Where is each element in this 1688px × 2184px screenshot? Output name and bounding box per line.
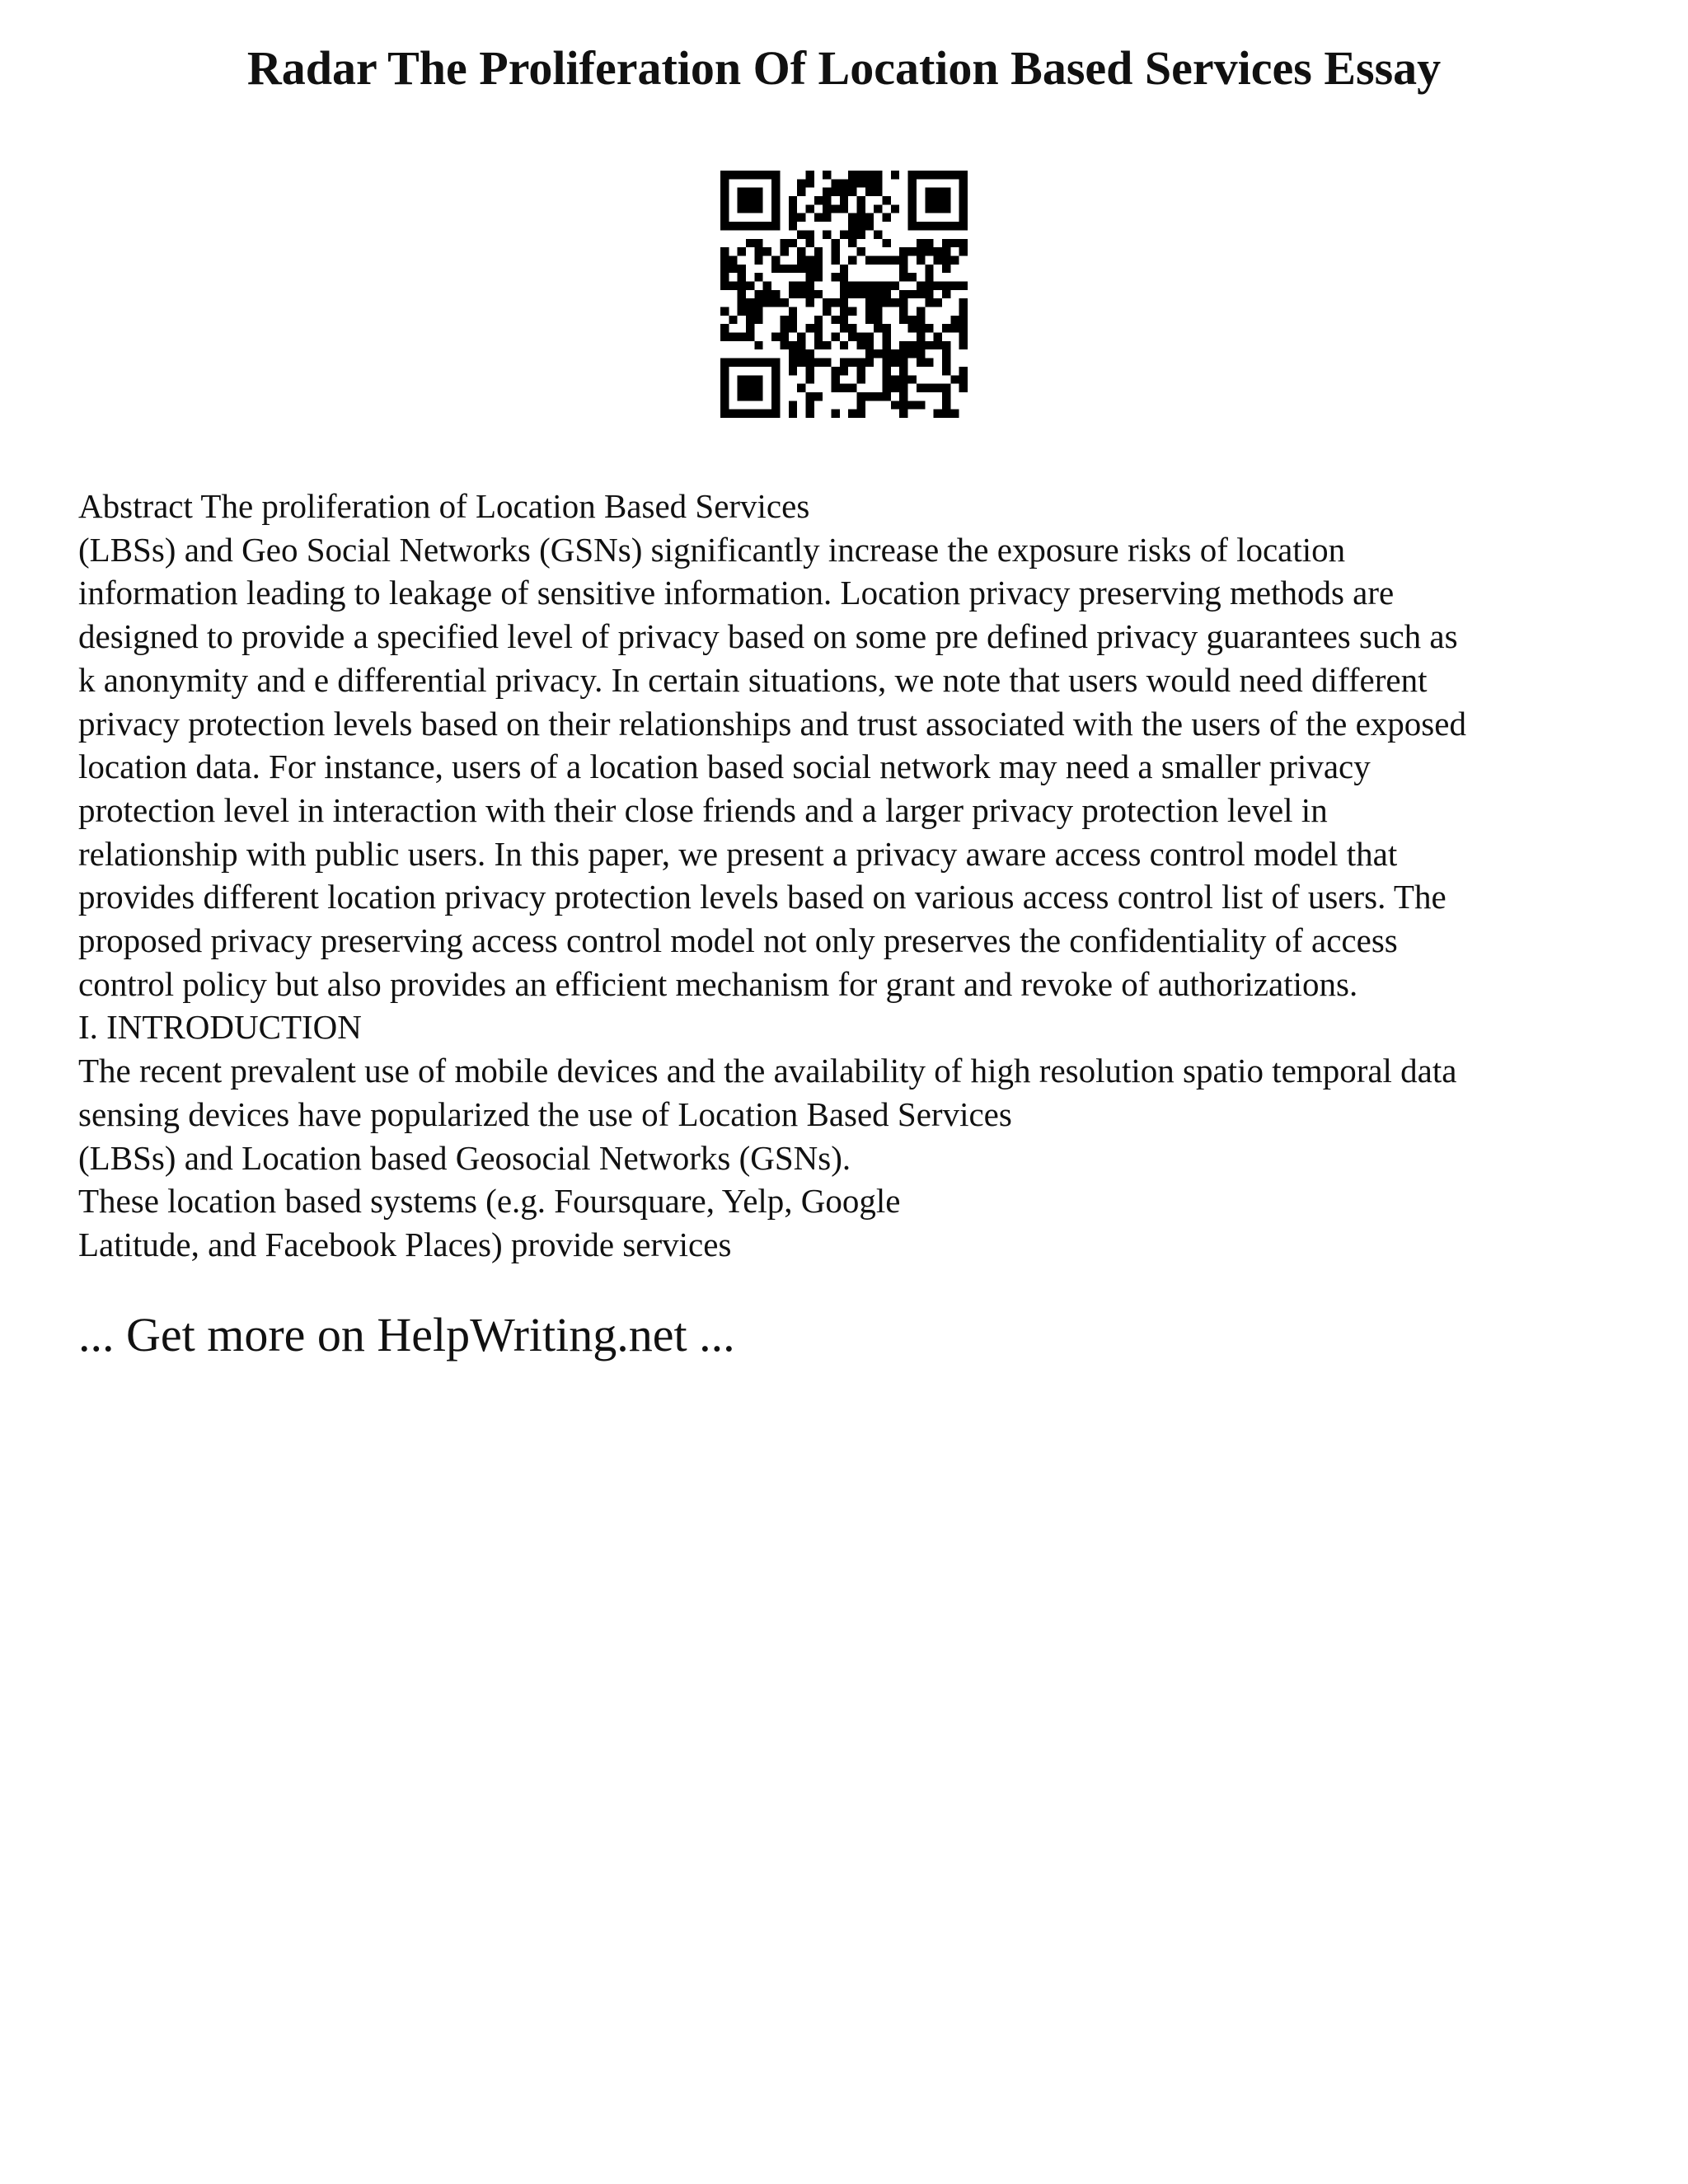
body-line: location data. For instance, users of a location based social network may need a smaller privacy [78, 748, 1371, 786]
body-line: protection level in interaction with their close friends and a larger privacy protection level in [78, 790, 1328, 829]
body-line: control policy but also provides an efficient mechanism for grant and revoke of authorizations. [78, 964, 1358, 1003]
body-line: Abstract The proliferation of Location Based Services [78, 487, 810, 525]
qr-code-graphic [720, 171, 968, 418]
body-line: privacy protection levels based on their relationships and trust associated with the users of the exposed [78, 704, 1466, 743]
body-line: relationship with public users. In this paper, we present a privacy aware access control model that [78, 834, 1398, 873]
body-line: k anonymity and e differential privacy. In certain situations, we note that users would need different [78, 660, 1428, 699]
document-body [78, 485, 1644, 1267]
document-title: Radar The Proliferation Of Location Based Services Essay [246, 41, 1442, 95]
body-line: information leading to leakage of sensitive information. Location privacy preserving methods are [78, 574, 1395, 612]
body-line: sensing devices have popularized the use of Location Based Services [78, 1094, 1012, 1133]
body-line: provides different location privacy protection levels based on various access control list of users. The [78, 878, 1447, 916]
body-line: (LBSs) and Location based Geosocial Networks (GSNs). [78, 1138, 851, 1177]
body-line: The recent prevalent use of mobile devices and the availability of high resolution spatio temporal data [78, 1052, 1457, 1090]
body-line: Latitude, and Facebook Places) provide services [78, 1225, 732, 1263]
section-heading: I. INTRODUCTION [78, 1008, 362, 1047]
qr-code-icon [720, 171, 968, 418]
body-line: designed to provide a specified level of privacy based on some pre defined privacy guarantees such as [78, 617, 1458, 656]
body-line: These location based systems (e.g. Foursquare, Yelp, Google [78, 1182, 901, 1221]
get-more-link[interactable]: ... Get more on HelpWriting.net ... [78, 1308, 735, 1361]
body-line: (LBSs) and Geo Social Networks (GSNs) significantly increase the exposure risks of location [78, 530, 1346, 569]
body-line: proposed privacy preserving access control model not only preserves the confidentiality of access [78, 921, 1398, 960]
